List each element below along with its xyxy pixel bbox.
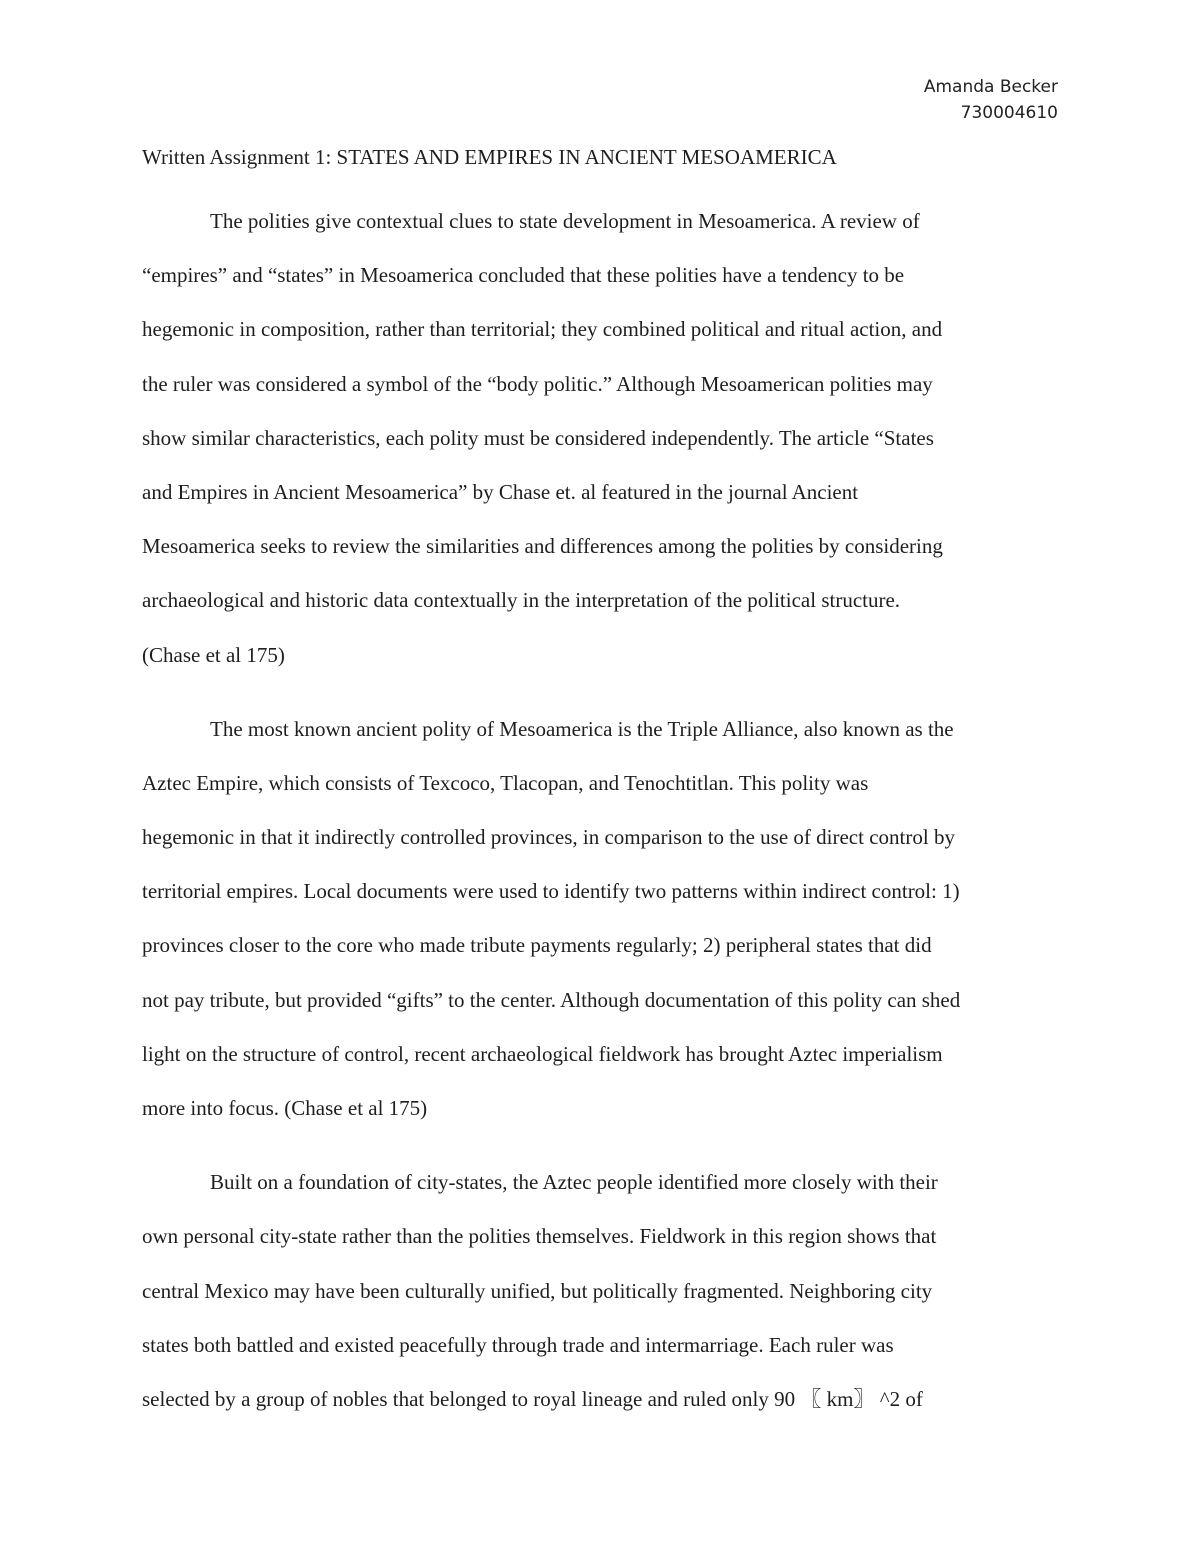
paragraph-1 — [142, 194, 1060, 682]
text-line: and Empires in Ancient Mesoamerica” by Chase et. al featured in the journal Ancient — [142, 479, 859, 504]
text-line: archaeological and historic data contextually in the interpretation of the political structure. — [142, 588, 901, 613]
document-body — [142, 140, 1060, 1426]
text-line: Aztec Empire, which consists of Texcoco, Tlacopan, and Tenochtitlan. This polity was — [142, 770, 869, 795]
page-header — [924, 74, 1058, 126]
text-line: territorial empires. Local documents were used to identify two patterns within indirect control: 1) — [142, 879, 960, 904]
text-line: hegemonic in that it indirectly controlled provinces, in comparison to the use of direct control by — [142, 825, 955, 850]
text-line: central Mexico may have been culturally unified, but politically fragmented. Neighboring city — [142, 1278, 933, 1303]
text-line: hegemonic in composition, rather than territorial; they combined political and ritual action, and — [142, 317, 943, 342]
text-line: selected by a group of nobles that belonged to royal lineage and ruled only 90 〖 km〗 ^2 of — [142, 1386, 923, 1411]
text-line: more into focus. (Chase et al 175) — [142, 1096, 428, 1120]
paragraph-3 — [142, 1155, 1060, 1426]
text-line: “empires” and “states” in Mesoamerica concluded that these polities have a tendency to be — [142, 263, 905, 288]
text-line: provinces closer to the core who made tribute payments regularly; 2) peripheral states that did — [142, 933, 932, 958]
paragraph-2 — [142, 702, 1060, 1136]
text-line: Mesoamerica seeks to review the similarities and differences among the polities by considering — [142, 534, 943, 559]
text-line: (Chase et al 175) — [142, 642, 285, 667]
text-line: show similar characteristics, each polity must be considered independently. The article “States — [142, 425, 934, 450]
text-line: The most known ancient polity of Mesoamerica is the Triple Alliance, also known as the — [210, 716, 954, 741]
assignment-title: Written Assignment 1: STATES AND EMPIRES IN ANCIENT MESOAMERICA — [142, 145, 837, 169]
text-line: light on the structure of control, recent archaeological fieldwork has brought Aztec imperialism — [142, 1041, 943, 1066]
text-line: The polities give contextual clues to state development in Mesoamerica. A review of — [210, 209, 920, 233]
student-id: 730004610 — [960, 103, 1058, 123]
text-line: Built on a foundation of city-states, the Aztec people identified more closely with their — [210, 1170, 938, 1195]
text-line: the ruler was considered a symbol of the “body politic.” Although Mesoamerican polities may — [142, 371, 933, 396]
text-line: not pay tribute, but provided “gifts” to the center. Although documentation of this polity can shed — [142, 987, 961, 1012]
text-line: own personal city-state rather than the polities themselves. Fieldwork in this region shows that — [142, 1224, 937, 1249]
text-line: states both battled and existed peacefully through trade and intermarriage. Each ruler was — [142, 1332, 894, 1357]
author-name: Amanda Becker — [923, 77, 1058, 97]
